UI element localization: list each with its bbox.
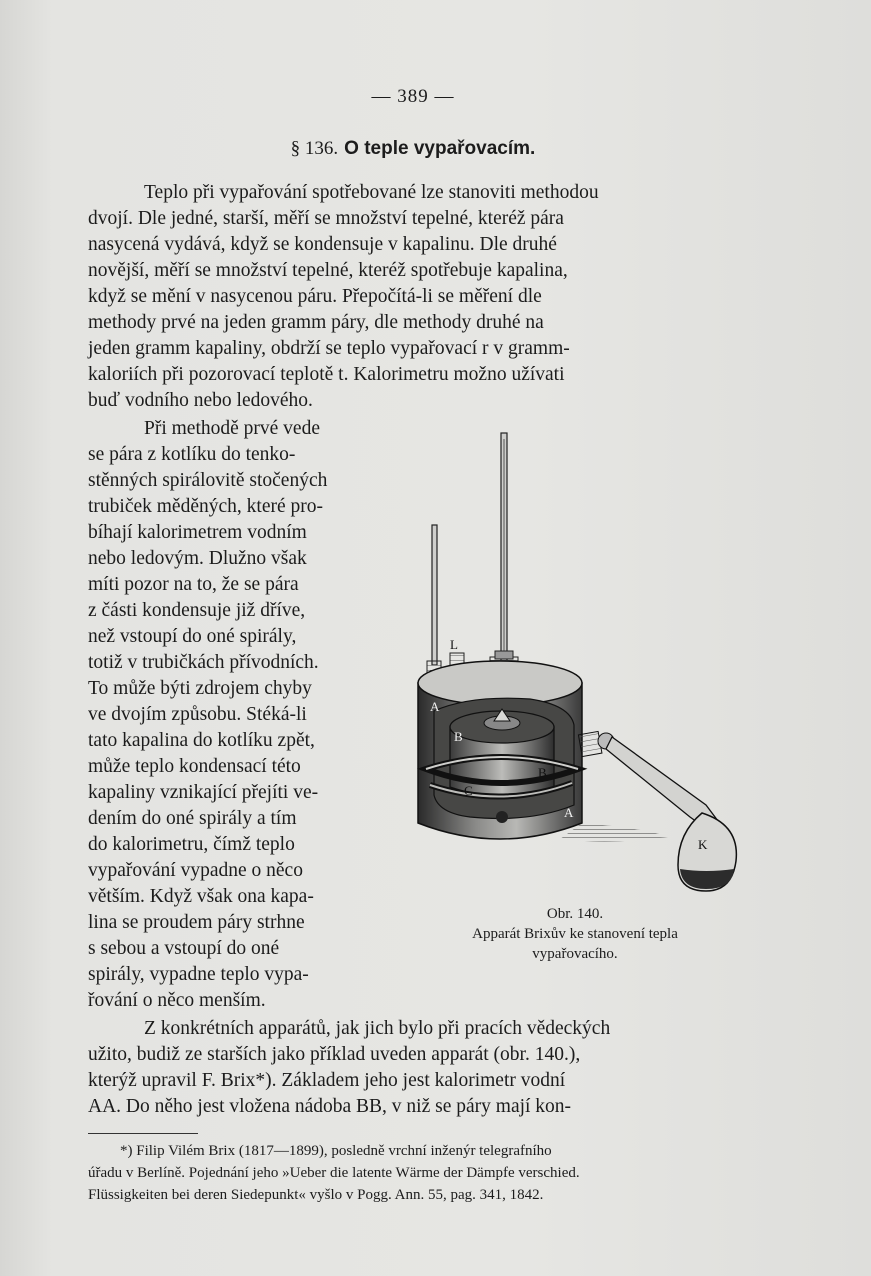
- method-line: se pára z kotlíku do tenko-: [88, 444, 296, 465]
- apparatus-line: užito, budiž ze starších jako příklad uveden apparát (obr. 140.),: [88, 1044, 581, 1065]
- method-line: může teplo kondensací této: [88, 756, 301, 777]
- method-line: kapaliny vznikající přejíti ve-: [88, 782, 319, 803]
- figure-label-L: L: [450, 637, 458, 652]
- footnote-line: *) Filip Vilém Brix (1817—1899), posledně vrchní inženýr telegrafního: [120, 1143, 552, 1159]
- method-line: řování o něco menším.: [88, 990, 266, 1011]
- figure-label-B-right: B: [538, 765, 547, 780]
- intro-line: jeden gramm kapaliny, obdrží se teplo vypařovací r v gramm-: [88, 338, 570, 359]
- method-line: lina se proudem páry strhne: [88, 912, 305, 933]
- intro-line: methody prvé na jeden gramm páry, dle methody druhé na: [88, 312, 544, 333]
- figure-label-K: K: [698, 837, 708, 852]
- brix-apparatus-illustration: [410, 425, 750, 905]
- method-line: To může býti zdrojem chyby: [88, 678, 312, 699]
- method-line: Při methodě prvé vede: [144, 418, 320, 439]
- figure-number: Obr. 140.: [546, 906, 604, 922]
- figure-label-A-right: A: [564, 805, 574, 820]
- method-line: vypařování vypadne o něco: [88, 860, 303, 881]
- method-line: tato kapalina do kotlíku zpět,: [88, 730, 315, 751]
- apparatus-line: kterýž upravil F. Brix*). Základem jeho jest kalorimetr vodní: [88, 1070, 566, 1091]
- apparatus-line: Z konkrétních apparátů, jak jich bylo při pracích vědeckých: [144, 1018, 611, 1039]
- section-heading: [0, 138, 826, 160]
- method-line: s sebou a vstoupí do oné: [88, 938, 280, 959]
- intro-line: Teplo při vypařování spotřebované lze stanoviti methodou: [144, 182, 599, 203]
- method-line: trubiček měděných, které pro-: [88, 496, 323, 517]
- method-line: dením do oné spirály a tím: [88, 808, 297, 829]
- intro-line: dvojí. Dle jedné, starší, měří se množství tepelné, kteréž pára: [88, 208, 564, 229]
- intro-line: kaloriích při pozorovací teplotě t. Kalorimetru možno užívati: [88, 364, 565, 385]
- intro-line: nasycená vydává, když se kondensuje v kapalinu. Dle druhé: [88, 234, 557, 255]
- footnote-line: úřadu v Berlíně. Pojednání jeho »Ueber die latente Wärme der Dämpfe verschied.: [88, 1165, 580, 1181]
- figure-caption-line: Apparát Brixův ke stanovení tepla: [472, 926, 678, 942]
- intro-line: novější, měří se množství tepelné, kteréž spotřebuje kapalina,: [88, 260, 568, 281]
- footnote-divider: [88, 1133, 198, 1134]
- method-line: větším. Když však ona kapa-: [88, 886, 314, 907]
- method-line: než vstoupí do oné spirály,: [88, 626, 297, 647]
- method-line: do kalorimetru, čímž teplo: [88, 834, 295, 855]
- figure-label-B-left: B: [454, 729, 463, 744]
- footnote-line: Flüssigkeiten bei deren Siedepunkt« vyšlo v Pogg. Ann. 55, pag. 341, 1842.: [88, 1187, 544, 1203]
- figure-caption-line: vypařovacího.: [532, 946, 618, 962]
- section-title: O teple vypařovacím.: [344, 138, 536, 159]
- figure-label-A-left: A: [430, 699, 440, 714]
- method-line: spirály, vypadne teplo vypa-: [88, 964, 309, 985]
- method-line: míti pozor na to, že se pára: [88, 574, 299, 595]
- thermometer-left: [432, 525, 437, 665]
- method-line: z části kondensuje již dříve,: [88, 600, 306, 621]
- intro-line: když se mění v nasycenou páru. Přepočítá-li se měření dle: [88, 286, 542, 307]
- figure-label-C: C: [464, 783, 473, 798]
- method-line: ve dvojím způsobu. Stéká-li: [88, 704, 307, 725]
- method-line: totiž v trubičkách přívodních.: [88, 652, 319, 673]
- page-number: — 389 —: [371, 86, 455, 107]
- method-line: bíhají kalorimetrem vodním: [88, 522, 307, 543]
- method-line: stěnných spirálovitě stočených: [88, 470, 328, 491]
- apparatus-line: AA. Do něho jest vložena nádoba BB, v niž se páry mají kon-: [88, 1096, 572, 1117]
- method-line: nebo ledovým. Dlužno však: [88, 548, 307, 569]
- section-number: § 136.: [290, 138, 339, 159]
- intro-line: buď vodního nebo ledového.: [88, 390, 313, 411]
